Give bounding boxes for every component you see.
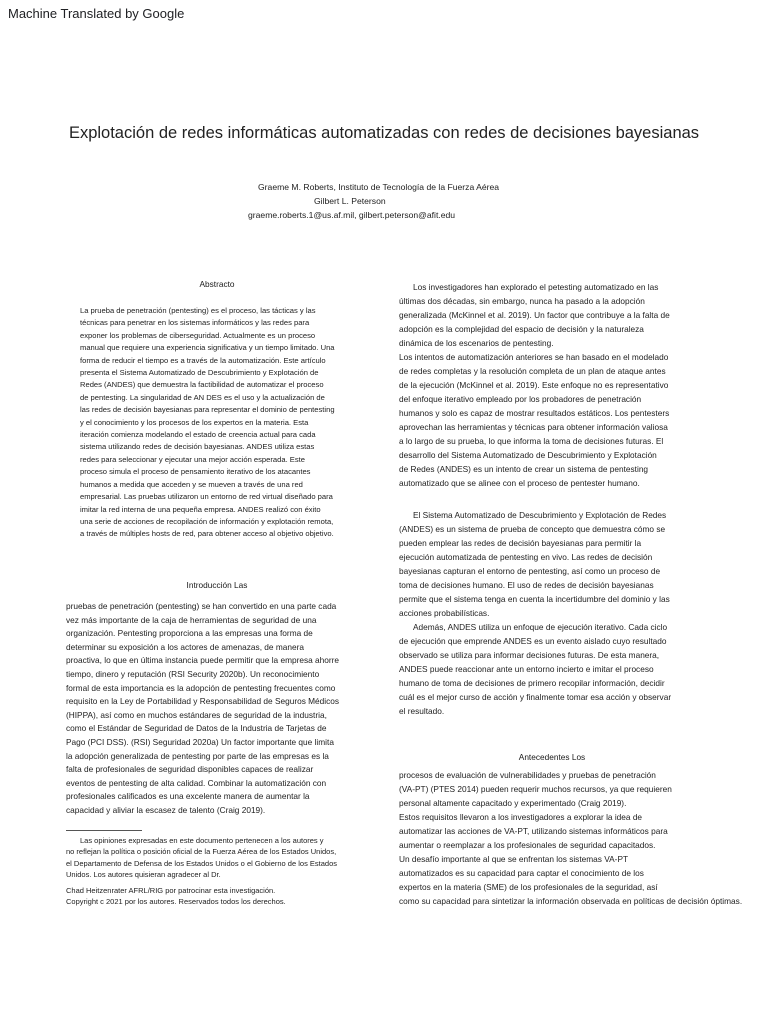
intro-heading: Introducción Las — [186, 580, 248, 590]
text-line: procesos de evaluación de vulnerabilidades y pruebas de penetración — [399, 770, 656, 780]
text-line: (VA-PT) (PTES 2014) pueden requerir muchos recursos, ya que requieren — [399, 784, 672, 794]
text-line: sistema utilizando redes de decisión bayesianas. ANDES utiliza estas — [80, 442, 315, 452]
text-line: falta de profesionales de seguridad disponibles capaces de realizar — [66, 764, 314, 775]
text-line: permite que el sistema tenga en cuenta la incertidumbre del dominio y las — [399, 594, 670, 604]
text-line: imitar la red interna de una pequeña empresa. ANDES realizó con éxito — [80, 504, 321, 514]
text-line: Copyright c 2021 por los autores. Reservados todos los derechos. — [66, 897, 286, 907]
text-line: (ANDES) es un sistema de prueba de concepto que demuestra cómo se — [399, 524, 666, 534]
text-line: de Redes (ANDES) es un intento de crear un sistema de pentesting — [399, 464, 649, 474]
text-line: automatizar las acciones de VA-PT, utilizando sistemas informáticos para — [399, 826, 668, 836]
right-paragraph-background — [399, 768, 743, 908]
author-block — [220, 180, 560, 222]
text-line: forma de reducir el tiempo es a través de la automatización. Este artículo — [80, 355, 326, 365]
text-line: ejecución automatizada de pentesting en vivo. Las redes de decisión — [399, 552, 653, 562]
author-emails: graeme.roberts.1@us.af.mil, gilbert.peterson@afit.edu — [248, 210, 456, 220]
text-line: redes para seleccionar y ejecutar una mejor acción esperada. Este — [80, 454, 305, 464]
text-line: las redes de decisión bayesianas para representar el dominio de pentesting — [80, 405, 335, 415]
text-line: observado se utiliza para informar decisiones futuras. De esta manera, — [399, 650, 660, 660]
text-line: de la ejecución (McKinnel et al. 2019). Este enfoque no es representativo — [399, 380, 669, 390]
text-line: Unidos. Los autores quisieran agradecer al Dr. — [66, 870, 221, 880]
paper-title: Explotación de redes informáticas automatizadas con redes de decisiones bayesianas — [68, 124, 700, 142]
text-line: manual que requiere una experiencia significativa y un tiempo limitado. Una — [80, 343, 335, 353]
text-line: formal de esta importancia es la adopción de pentesting frecuentes como — [66, 682, 336, 693]
text-line: como su capacidad para sintetizar la información observada en políticas de decisión óptimas. — [399, 896, 743, 906]
background-heading: Antecedentes Los — [518, 752, 586, 762]
text-line: aumentar o reemplazar a los profesionales de seguridad capacitados. — [399, 840, 656, 850]
text-line: (HIPPA), así como en muchos estándares de seguridad de la industria, — [66, 709, 327, 720]
text-line: a lo largo de su prueba, lo que informa la toma de decisiones futuras. El — [399, 436, 664, 446]
abstract-heading: Abstracto — [199, 279, 235, 289]
text-line: automatizados es su capacidad para captar el conocimiento de los — [399, 868, 644, 878]
text-line: tiempo, dinero y reputación (RSI Security 2020b). Un reconocimiento — [66, 668, 320, 679]
text-line: últimas dos décadas, sin embargo, nunca ha pasado a la adopción — [399, 296, 645, 306]
footnote — [66, 835, 368, 907]
text-line: técnicas para penetrar en los sistemas informáticos y las redes para — [80, 318, 310, 328]
text-line: acciones probabilísticas. — [399, 608, 490, 618]
text-line: de pentesting. La singularidad de AN DES es el uso y la actualización de — [80, 392, 325, 402]
text-line: una serie de acciones de recopilación de información y explotación remota, — [80, 516, 334, 526]
text-line: como el Estándar de Seguridad de Datos de la Industria de Tarjetas de — [66, 723, 327, 734]
machine-translation-banner: Machine Translated by Google — [8, 6, 185, 21]
text-line: eventos de pentesting de alta calidad. Combinar la automatización con — [66, 777, 327, 788]
text-line: El Sistema Automatizado de Descubrimiento y Explotación de Redes — [413, 510, 667, 520]
text-line: y el conocimiento y los procesos de los expertos en la materia. Esta — [80, 417, 309, 427]
text-line: ANDES puede reaccionar ante un entorno incierto e imitar el proceso — [399, 664, 654, 674]
text-line: no reflejan la política o posición oficial de la Fuerza Aérea de los Estados Unidos, — [66, 847, 337, 857]
text-line: Las opiniones expresadas en este documento pertenecen a los autores y — [80, 836, 324, 845]
text-line: humanos y solo es capaz de mostrar resultados estáticos. Los pentesters — [399, 408, 670, 418]
text-line: pruebas de penetración (pentesting) se han convertido en una parte cada — [66, 601, 337, 611]
text-line: proactiva, lo que en última instancia puede permitir que la empresa ahorre — [66, 655, 340, 666]
text-line: generalizada (McKinnel et al. 2019). Un factor que contribuye a la falta de — [399, 310, 670, 320]
author-line: Graeme M. Roberts, Instituto de Tecnología de la Fuerza Aérea — [258, 182, 500, 192]
footnote-rule — [66, 830, 142, 831]
text-line: profesionales calificados es una excelente manera de aumentar la — [66, 791, 310, 802]
text-line: Estos requisitos llevaron a los investigadores a explorar la idea de — [399, 812, 643, 822]
text-line: personal altamente capacitado y experimentado (Craig 2019). — [399, 798, 627, 808]
right-paragraph-andes — [399, 508, 705, 718]
text-line: determinar su exposición a los actores de amenazas, de manera — [66, 641, 304, 652]
text-line: La prueba de penetración (pentesting) es el proceso, las tácticas y las — [80, 306, 316, 315]
text-line: de redes completas y la resolución completa de un plan de ataque antes — [399, 366, 666, 376]
text-line: Los investigadores han explorado el petesting automatizado en las — [413, 282, 659, 292]
intro-body — [66, 600, 368, 818]
text-line: del enfoque iterativo empleado por los probadores de penetración — [399, 394, 642, 404]
text-line: automatizado que se alinee con el proceso de pentester humano. — [399, 478, 640, 488]
text-line: proceso simula el proceso de pensamiento iterativo de los atacantes — [80, 467, 311, 477]
text-line: la adopción generalizada de pentesting por parte de las empresas es la — [66, 750, 329, 761]
author-line: Gilbert L. Peterson — [314, 196, 386, 206]
text-line: pueden emplear las redes de decisión bayesianas para permitir la — [399, 538, 642, 548]
text-line: dinámica de los escenarios de pentesting. — [399, 338, 554, 348]
text-line: capacidad y aliviar la escasez de talento (Craig 2019). — [66, 804, 266, 815]
text-line: vez más importante de la caja de herramientas de seguridad de una — [66, 614, 317, 625]
text-line: aprovechan las herramientas y técnicas para obtener información valiosa — [399, 422, 668, 432]
text-line: bayesianas capturan el entorno de pentesting, así como un proceso de — [399, 566, 661, 576]
text-line: a través de múltiples hosts de red, para obtener acceso al objetivo objetivo. — [80, 529, 334, 539]
text-line: exponer los problemas de ciberseguridad. Actualmente es un proceso — [80, 330, 316, 340]
text-line: requisito en la Ley de Portabilidad y Responsabilidad de Seguros Médicos — [66, 696, 340, 707]
text-line: Los intentos de automatización anteriores se han basado en el modelado — [399, 352, 669, 362]
abstract-body — [80, 305, 358, 541]
text-line: Un desafío importante al que se enfrentan los sistemas VA-PT — [399, 854, 629, 864]
text-line: humanos a medida que acceden y se mueven a través de una red — [80, 479, 303, 489]
text-line: adopción es la complejidad del espacio de decisión y la naturaleza — [399, 324, 644, 334]
text-line: empresarial. Las pruebas utilizaron un entorno de red virtual diseñado para — [80, 492, 333, 502]
text-line: Chad Heitzenrater AFRL/RIG por patrocinar esta investigación. — [66, 885, 276, 895]
text-line: presenta el Sistema Automatizado de Descubrimiento y Explotación de — [80, 368, 319, 378]
text-line: Redes (ANDES) que demuestra la factibilidad de automatizar el proceso — [80, 380, 324, 390]
text-line: humano de toma de decisiones de primero recopilar información, decidir — [399, 678, 665, 688]
text-line: el Departamento de Defensa de los Estados Unidos o el Gobierno de los Estados — [66, 858, 337, 868]
right-paragraph-related-work — [399, 280, 705, 490]
text-line: cuál es el mejor curso de acción y finalmente tomar esa acción y observar — [399, 692, 672, 702]
text-line: iteración comienza modelando el estado de creencia actual para cada — [80, 430, 316, 440]
text-line: Además, ANDES utiliza un enfoque de ejecución iterativo. Cada ciclo — [413, 622, 668, 632]
text-line: toma de decisiones humano. El uso de redes de decisión bayesianas — [399, 580, 654, 590]
text-line: Pago (PCI DSS). (RSI) Seguridad 2020a) Un factor importante que limita — [66, 736, 334, 747]
text-line: de ejecución que emprende ANDES es un evento aislado cuyo resultado — [399, 636, 667, 646]
text-line: expertos en la materia (SME) de los profesionales de la seguridad, así — [399, 882, 658, 892]
text-line: desarrollo del Sistema Automatizado de Descubrimiento y Explotación — [399, 450, 657, 460]
text-line: organización. Pentesting proporciona a las empresas una forma de — [66, 628, 313, 639]
text-line: el resultado. — [399, 706, 445, 716]
